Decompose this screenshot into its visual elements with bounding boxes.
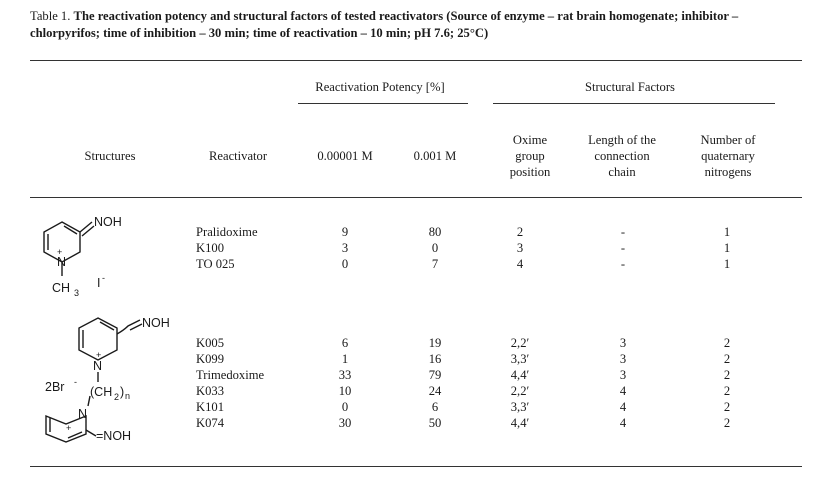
header-length-line: Length of the [588, 133, 656, 147]
oxime-label: NOH [94, 215, 122, 229]
potency-value: 9 [341, 225, 349, 239]
n-plus-charge: + [57, 247, 63, 257]
reactivator-name: K005 [196, 336, 224, 350]
nitrogen-count-value: 1 [723, 241, 731, 255]
nitrogen-count-value: 2 [723, 416, 731, 430]
header-number-line: nitrogens [704, 165, 752, 179]
header-reactivator: Reactivator [209, 149, 268, 163]
potency-value: 10 [338, 384, 352, 398]
potency-value: 33 [338, 368, 352, 382]
potency-value: 6 [341, 336, 349, 350]
nitrogen-count-value: 2 [723, 384, 731, 398]
header-oxime-line: position [509, 165, 551, 179]
potency-group-header: Reactivation Potency [%] [315, 80, 445, 94]
reactivator-name: K101 [196, 400, 224, 414]
oxime-position-value: 2,2′ [510, 384, 530, 398]
oxime-position-value: 3,3′ [510, 400, 530, 414]
header-length-line: chain [608, 165, 636, 179]
nitrogen-count-value: 2 [723, 336, 731, 350]
header-length-line: connection [594, 149, 650, 163]
chain-n-subscript: n [125, 391, 131, 401]
oxime-position-value: 3,3′ [510, 352, 530, 366]
potency-value: 0 [431, 241, 439, 255]
header-conc2: 0.001 M [413, 149, 457, 163]
upper-nitrogen-label: N [93, 359, 103, 373]
oxime-position-value: 2,2′ [510, 336, 530, 350]
reactivator-name: Pralidoxime [196, 225, 258, 239]
methyl-label: CH [52, 281, 71, 295]
nitrogen-count-value: 1 [723, 225, 731, 239]
potency-value: 30 [338, 416, 352, 430]
nitrogen-count-value: 1 [723, 257, 731, 271]
potency-value: 19 [428, 336, 442, 350]
chain-length-value: - [620, 225, 626, 239]
lower-oxime-label: =NOH [96, 429, 132, 443]
oxime-position-value: 3 [516, 241, 524, 255]
header-conc1: 0.00001 M [317, 149, 373, 163]
lower-oxime-bond [86, 430, 96, 436]
iodide-charge: - [102, 273, 105, 283]
potency-value: 16 [428, 352, 442, 366]
caption-text: The reactivation potency and structural factors of tested reactivators (Source of enzyme – rat brain homogenate; inhibitor – chlorpyrifos; time of inhibition – 30 min; time of reactivation – 10 min; pH 7.6; 25°C) [30, 9, 739, 40]
structural-group-header: Structural Factors [585, 80, 675, 94]
header-structures: Structures [84, 149, 136, 163]
upper-oxime-double-bond [130, 324, 142, 330]
reactivator-name: K100 [196, 241, 224, 255]
reactivator-name: K074 [196, 416, 224, 430]
chain-length-value: - [620, 257, 626, 271]
oxime-double-bond [82, 226, 94, 236]
chain-label: (CH [90, 385, 113, 399]
potency-value: 79 [428, 368, 442, 382]
potency-value: 6 [431, 400, 439, 414]
reactivator-name: TO 025 [196, 257, 235, 271]
chain-subscript: 2 [114, 392, 120, 402]
nitrogen-count-value: 2 [723, 352, 731, 366]
upper-n-plus-charge: + [96, 350, 102, 360]
chain-length-value: 4 [619, 416, 627, 430]
chain-length-value: 4 [619, 384, 627, 398]
header-number-line: Number of [700, 133, 756, 147]
potency-value: 24 [428, 384, 442, 398]
chain-length-value: - [620, 241, 626, 255]
potency-value: 50 [428, 416, 442, 430]
oxime-position-value: 2 [516, 225, 524, 239]
chain-length-value: 3 [619, 368, 627, 382]
nitrogen-count-value: 2 [723, 400, 731, 414]
chain-close: ) [120, 385, 125, 399]
potency-value: 0 [341, 257, 349, 271]
caption-label: Table 1. [30, 9, 71, 23]
reactivator-name: K099 [196, 352, 224, 366]
oxime-position-value: 4,4′ [510, 368, 530, 382]
chain-length-value: 3 [619, 352, 627, 366]
bromide-label: 2Br [45, 380, 65, 394]
potency-value: 7 [431, 257, 439, 271]
chain-length-value: 3 [619, 336, 627, 350]
potency-value: 1 [341, 352, 349, 366]
potency-value: 80 [428, 225, 442, 239]
header-oxime-line: group [515, 149, 545, 163]
chain-length-value: 4 [619, 400, 627, 414]
oxime-bond [80, 222, 92, 232]
lower-nitrogen-label: N [78, 407, 88, 421]
potency-value: 3 [341, 241, 349, 255]
bromide-charge: - [74, 377, 77, 387]
upper-oxime-label: NOH [142, 316, 170, 330]
potency-value: 0 [341, 400, 349, 414]
oxime-position-value: 4 [516, 257, 524, 271]
lower-n-plus-charge: + [66, 423, 72, 433]
oxime-position-value: 4,4′ [510, 416, 530, 430]
nitrogen-count-value: 2 [723, 368, 731, 382]
methyl-subscript: 3 [74, 288, 80, 298]
header-oxime-line: Oxime [512, 133, 548, 147]
iodide-label: I [97, 276, 101, 290]
pyridinium-oxime-structure [44, 222, 94, 276]
nitrogen-label: N [57, 255, 67, 269]
reactivator-name: K033 [196, 384, 224, 398]
reactivator-name: Trimedoxime [196, 368, 265, 382]
header-number-line: quaternary [701, 149, 755, 163]
